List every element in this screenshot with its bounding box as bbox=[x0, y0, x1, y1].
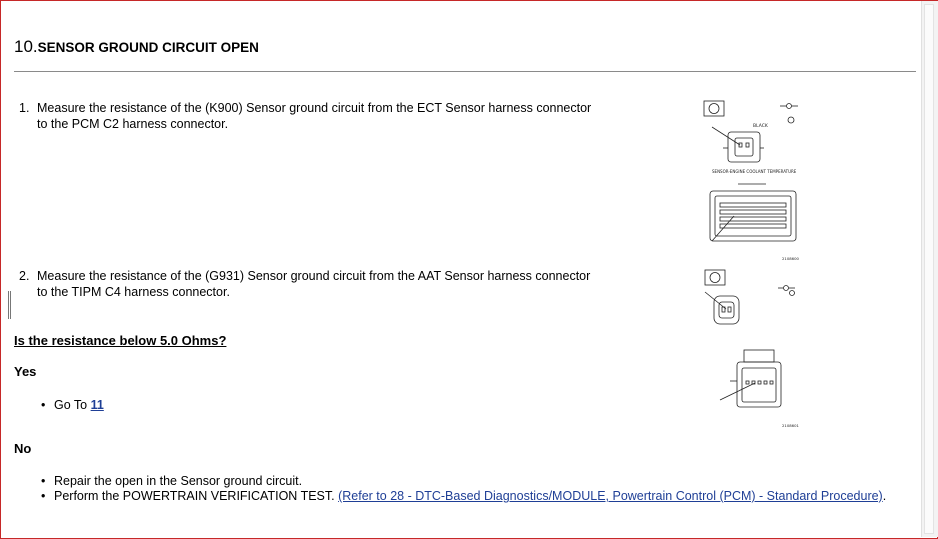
tipm-connector-latch bbox=[744, 350, 774, 362]
resistance-question: Is the resistance below 5.0 Ohms? bbox=[14, 333, 227, 348]
step-heading bbox=[14, 37, 259, 57]
ect-pcm-diagram-svg bbox=[698, 96, 808, 264]
terminal-icon bbox=[788, 117, 794, 123]
repair-instruction: Repair the open in the Sensor ground circuit. bbox=[54, 474, 303, 488]
margin-change-bar bbox=[8, 291, 11, 319]
instruction-text: Measure the resistance of the (K900) Sensor ground circuit from the ECT Sensor harness connector to the PCM C2 harness connector. bbox=[37, 101, 592, 131]
connector-view-circle bbox=[709, 104, 719, 114]
instruction-text: Measure the resistance of the (G931) Sensor ground circuit from the AAT Sensor harness connector to the TIPM C4 harness connector. bbox=[37, 269, 591, 299]
reference-link[interactable]: (Refer to 28 - DTC-Based Diagnostics/MODULE, Powertrain Control (PCM) - Standard Procedure) bbox=[338, 489, 883, 503]
connector-view-circle bbox=[710, 273, 720, 283]
sensor-name-label: SENSOR-ENGINE COOLANT TEMPERATURE bbox=[712, 169, 797, 174]
instruction-item-2 bbox=[19, 268, 599, 302]
bullet-icon: • bbox=[41, 398, 46, 412]
ect-pcm-connector-diagram bbox=[698, 96, 808, 264]
probe-icon bbox=[784, 286, 789, 291]
diagram-id-bottom: 2108601 bbox=[782, 423, 799, 428]
tipm-connector-body bbox=[737, 362, 781, 407]
verification-instruction bbox=[54, 489, 904, 504]
probe-icon bbox=[787, 104, 792, 109]
instruction-number: 2. bbox=[19, 269, 30, 283]
aat-tipm-connector-diagram bbox=[700, 266, 808, 432]
bullet-icon: • bbox=[41, 474, 46, 488]
instruction-item-1 bbox=[19, 100, 599, 134]
bullet-icon: • bbox=[41, 489, 46, 503]
ect-connector-body bbox=[728, 132, 760, 162]
step-title: SENSOR GROUND CIRCUIT OPEN bbox=[37, 40, 259, 55]
step-number: 10. bbox=[14, 37, 38, 56]
scrollbar-thumb[interactable] bbox=[924, 4, 934, 534]
no-label: No bbox=[14, 441, 32, 456]
aat-connector-body bbox=[714, 296, 739, 324]
instruction-number: 1. bbox=[19, 101, 30, 115]
connector-color-label: BLACK bbox=[753, 124, 768, 129]
heading-divider bbox=[14, 71, 916, 72]
pcm-connector-body bbox=[710, 191, 796, 241]
goto-step-link[interactable]: 11 bbox=[90, 398, 104, 412]
aat-tipm-diagram-svg bbox=[700, 266, 808, 432]
goto-prefix: Go To bbox=[54, 398, 88, 412]
verification-text: Perform the POWERTRAIN VERIFICATION TEST. bbox=[54, 489, 335, 503]
yes-label: Yes bbox=[14, 364, 37, 379]
reference-suffix: . bbox=[882, 489, 887, 503]
diagram-id-top: 2108600 bbox=[782, 256, 799, 261]
